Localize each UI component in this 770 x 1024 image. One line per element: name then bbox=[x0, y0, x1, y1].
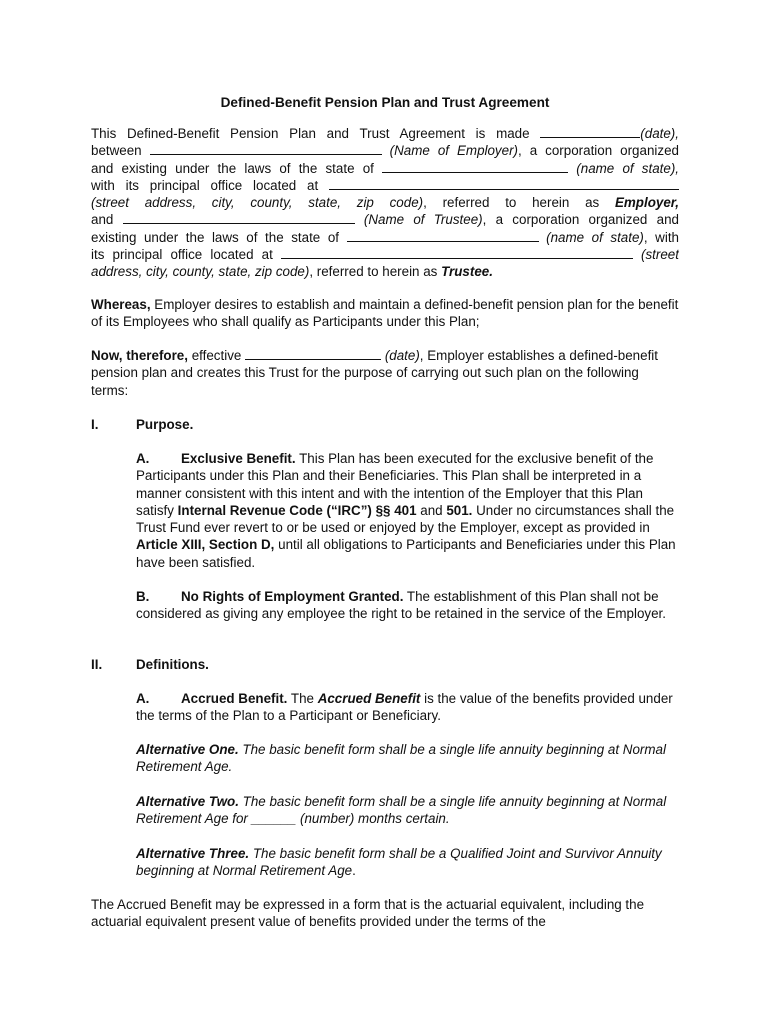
trustee-address-label: address, city, county, state, zip code) bbox=[91, 264, 310, 280]
now-text: , Employer establishes a defined-benefit pension plan and creates this Trust for the purpose of carrying out such plan on the following terms: bbox=[91, 348, 658, 398]
trustee-name-label: (Name of Trustee) bbox=[363, 212, 483, 228]
alternative-lead: Alternative Two. bbox=[136, 794, 239, 809]
now-therefore-paragraph bbox=[91, 347, 679, 399]
subsection-text: The bbox=[287, 691, 318, 706]
intro-line-2 bbox=[91, 142, 679, 159]
subsection-text: This Plan has been executed for the exclusive benefit of the Participants under this Plan and their Beneficiaries. This Plan shall be interpreted in a manner consistent with this intent and with the intention of the Employer that this Plan satisfy bbox=[136, 451, 654, 518]
intro-line-4 bbox=[91, 177, 679, 194]
intro-text: , referred to herein as bbox=[309, 264, 438, 280]
effective-date-label: (date) bbox=[384, 348, 420, 363]
alternative-lead: Alternative Three. bbox=[136, 846, 250, 861]
section-2-heading bbox=[91, 656, 209, 673]
alternative-lead: Alternative One. bbox=[136, 742, 239, 757]
subsection-title: Accrued Benefit. bbox=[181, 691, 288, 706]
subsection-title: Exclusive Benefit. bbox=[181, 451, 296, 466]
intro-text: existing under the laws of the state of bbox=[91, 229, 339, 245]
period: . bbox=[352, 863, 356, 879]
alternative-text: The basic benefit form shall be a Qualified Joint and Survivor Annuity beginning at Normal Retirement Age bbox=[136, 846, 662, 879]
intro-text: , a corporation organized bbox=[518, 143, 679, 159]
trustee-name-blank bbox=[123, 211, 355, 224]
intro-line-9 bbox=[91, 263, 679, 280]
date-blank bbox=[540, 125, 640, 138]
intro-text: and bbox=[91, 212, 114, 228]
whereas-text: Employer desires to establish and maintain a defined-benefit pension plan for the benefit of its Employees who shall qualify as Participants under this Plan; bbox=[91, 297, 679, 330]
intro-paragraph bbox=[91, 125, 679, 281]
alternative-one bbox=[136, 741, 679, 776]
accrued-benefit-term: Accrued Benefit bbox=[317, 691, 421, 706]
trustee-address-label: (street bbox=[641, 247, 679, 263]
employer-name-blank bbox=[150, 142, 382, 155]
intro-line-1 bbox=[91, 125, 679, 142]
months-blank: ______ bbox=[251, 811, 297, 827]
now-text: effective bbox=[187, 348, 242, 363]
intro-text: , referred to herein as bbox=[423, 195, 600, 211]
alternative-two bbox=[136, 793, 679, 828]
trustee-state-label: (name of state) bbox=[546, 229, 644, 245]
subsection-text: is the value of the benefits provided under the terms of the Plan to a Participant or Beneficiary. bbox=[136, 691, 673, 724]
trustee-address-blank bbox=[281, 246, 633, 259]
intro-text: between bbox=[91, 143, 142, 159]
subsection-letter: B. bbox=[136, 589, 150, 604]
intro-line-3 bbox=[91, 160, 679, 177]
closing-paragraph bbox=[91, 896, 671, 931]
intro-text: its principal office located at bbox=[91, 247, 273, 263]
intro-text: and existing under the laws of the state of bbox=[91, 160, 374, 176]
article-reference: Article XIII, Section D, bbox=[136, 537, 275, 553]
intro-line-6 bbox=[91, 211, 679, 228]
intro-text: , with bbox=[643, 229, 679, 245]
employer-term: Employer, bbox=[614, 195, 679, 211]
state-blank bbox=[382, 160, 568, 173]
subsection-text: Under no circumstances shall the Trust Fund ever revert to or be used or enjoyed by the Employer, except as provided in bbox=[136, 502, 675, 536]
document-title: Defined-Benefit Pension Plan and Trust Agreement bbox=[220, 95, 550, 110]
alternative-text: The basic benefit form shall be a single life annuity beginning at Normal Retirement Age. bbox=[136, 742, 666, 775]
section-1-heading bbox=[91, 416, 193, 433]
subsection-text: until all obligations to Participants and Beneficiaries under this Plan have been satisfied. bbox=[136, 537, 676, 570]
subsection-letter: A. bbox=[136, 451, 150, 466]
section-1a bbox=[136, 450, 679, 571]
subsection-text: The establishment of this Plan shall not be considered as giving any employee the right to be retained in the service of the Employer. bbox=[136, 589, 666, 622]
trustee-state-blank bbox=[347, 229, 539, 242]
employer-name-label: (Name of Employer) bbox=[389, 143, 518, 159]
address-label: (street address, city, county, state, zip code) bbox=[91, 195, 424, 211]
alternative-text: (number) months certain. bbox=[296, 811, 450, 827]
intro-text: with its principal office located at bbox=[91, 177, 319, 193]
state-label: (name of state), bbox=[576, 160, 679, 176]
whereas-lead: Whereas, bbox=[91, 297, 151, 312]
section-title: Definitions. bbox=[136, 657, 209, 672]
subsection-text: and bbox=[416, 502, 447, 518]
irc-reference: Internal Revenue Code (“IRC”) §§ 401 bbox=[177, 502, 417, 518]
irc-reference: 501. bbox=[446, 502, 473, 518]
intro-line-5 bbox=[91, 194, 679, 211]
subsection-letter: A. bbox=[136, 691, 150, 706]
address-blank bbox=[329, 177, 679, 190]
section-1b bbox=[136, 588, 679, 623]
alternative-text: The basic benefit form shall be a single life annuity beginning at Normal Retirement Age for bbox=[136, 794, 667, 827]
section-number: II. bbox=[91, 657, 103, 672]
section-2a bbox=[136, 690, 679, 725]
now-therefore-lead: Now, therefore, bbox=[91, 348, 188, 363]
alternative-three bbox=[136, 845, 679, 880]
intro-line-8 bbox=[91, 246, 679, 263]
subsection-title: No Rights of Employment Granted. bbox=[181, 589, 404, 604]
effective-date-blank bbox=[245, 347, 381, 360]
section-number: I. bbox=[91, 417, 99, 432]
intro-text: , a corporation organized and bbox=[482, 212, 679, 228]
trustee-term: Trustee. bbox=[441, 264, 493, 280]
intro-text: This Defined-Benefit Pension Plan and Trust Agreement is made bbox=[91, 126, 530, 141]
closing-text: The Accrued Benefit may be expressed in a form that is the actuarial equivalent, including the actuarial equivalent present value of benefits provided under the terms of the bbox=[91, 897, 645, 930]
section-title: Purpose. bbox=[136, 417, 194, 432]
intro-line-7 bbox=[91, 229, 679, 246]
date-label: (date), bbox=[640, 126, 679, 141]
whereas-paragraph bbox=[91, 296, 679, 331]
